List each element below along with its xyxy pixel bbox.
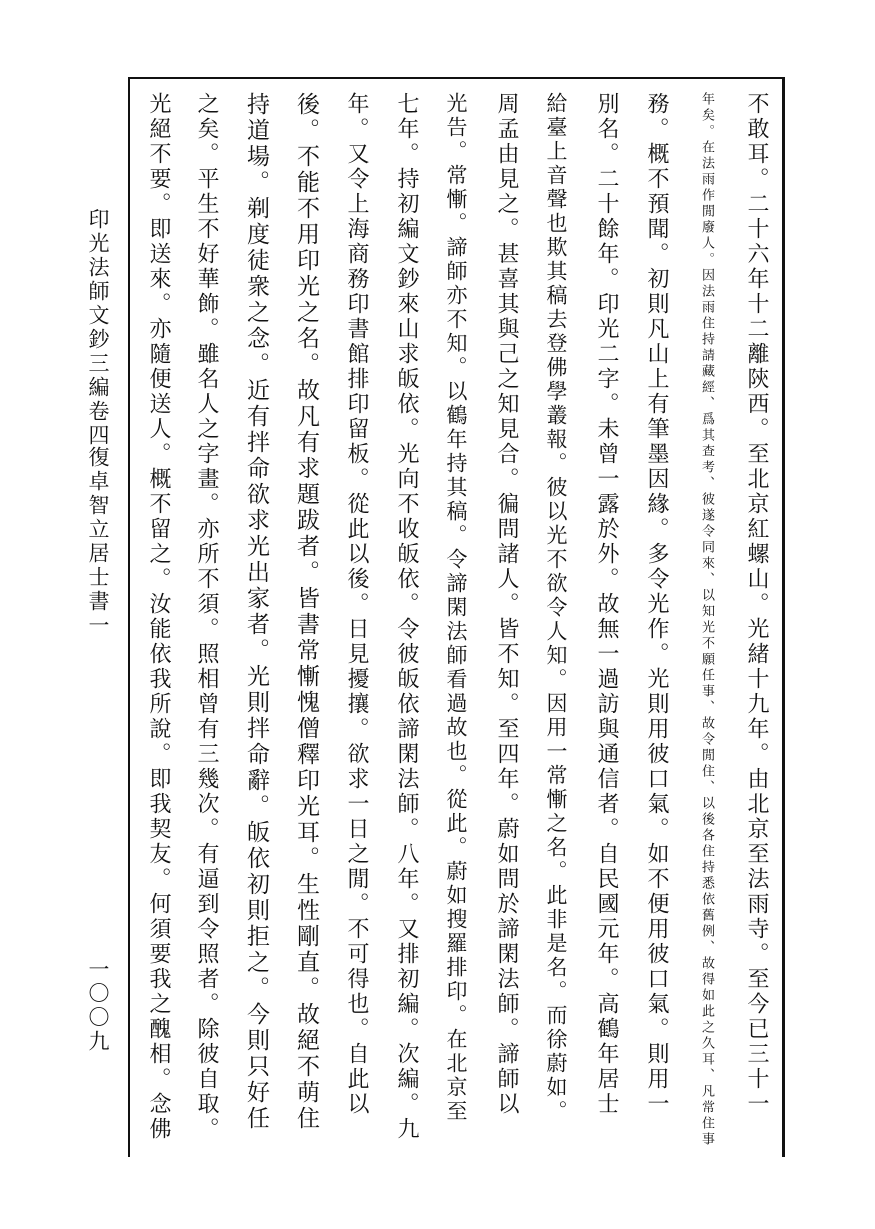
- text-column-7: 光告。常慚。諦師亦不知。以鶴年持其稿。令諦閑法師看過故也。從此。蔚如搜羅排印。在北京至: [444, 92, 468, 1124]
- text-column-9: 年。又令上海商務印書館排印留板。從此以後。日見擾攘。欲求一日之閒。不可得也。自此以: [344, 92, 369, 1117]
- text-column-10: 後。不能不用印光之名。故凡有求題跋者。皆書常慚愧僧釋印光耳。生性剛直。故絕不萌住: [293, 92, 319, 1132]
- text-column-3: 務。概不預聞。初則凡山上有筆墨因緣。多令光作。光則用彼口氣。如不便用彼口氣。則用一: [644, 92, 669, 1117]
- text-column-2: 年矣。在法雨作閒廢人。因法雨住持請藏經、爲其查考、彼遂令同來、以知光不願任事、故令閒住、以後各住持悉依舊例、故得如此之久耳、凡常住事: [699, 92, 714, 1148]
- text-column-11: 持道場。剃度徒衆之念。近有拌命欲求光出家者。光則拌命辭。皈依初則拒之。今則只好任: [243, 92, 269, 1132]
- page-frame-left: [128, 77, 130, 1157]
- text-column-5: 給臺上音聲也欺其稿去登佛學叢報。彼以光不欲令人知。因用一常慚之名。此非是名。而徐蔚如。: [544, 92, 568, 1124]
- letter-title: 復卓智立居士書一: [86, 446, 110, 638]
- text-column-1: 不敢耳。二十六年十二離陝西。至北京紅螺山。光緒十九年。由北京至法雨寺。至今已三十一: [744, 92, 769, 1117]
- text-column-13: 光絕不要。即送來。亦隨便送人。概不留之。汝能依我所說。即我契友。何須要我之醜相。念佛: [146, 92, 171, 1142]
- text-column-4: 別名。二十餘年。印光二字。未曾一露於外。故無一過訪與通信者。自民國元年。高鶴年居士: [594, 92, 619, 1117]
- text-column-6: 周孟由見之。甚喜其與己之知見合。徧問諸人。皆不知。至四年。蔚如問於諦閑法師。諦師以: [494, 92, 519, 1117]
- text-column-12: 之矣。平生不好華飾。雖名人之字畫。亦所不須。照相曾有三幾次。有逼到令照者。除彼自取。: [194, 92, 219, 1142]
- page-frame-top: [128, 77, 784, 79]
- page-frame-right: [782, 77, 785, 1157]
- text-column-8: 七年。持初編文鈔來山求皈依。光向不收皈依。令彼皈依諦閑法師。八年。又排初編。次編。九: [394, 92, 419, 1142]
- book-title: 印光法師文鈔三編卷四: [86, 208, 110, 448]
- page-number: 一〇〇九: [86, 958, 110, 1054]
